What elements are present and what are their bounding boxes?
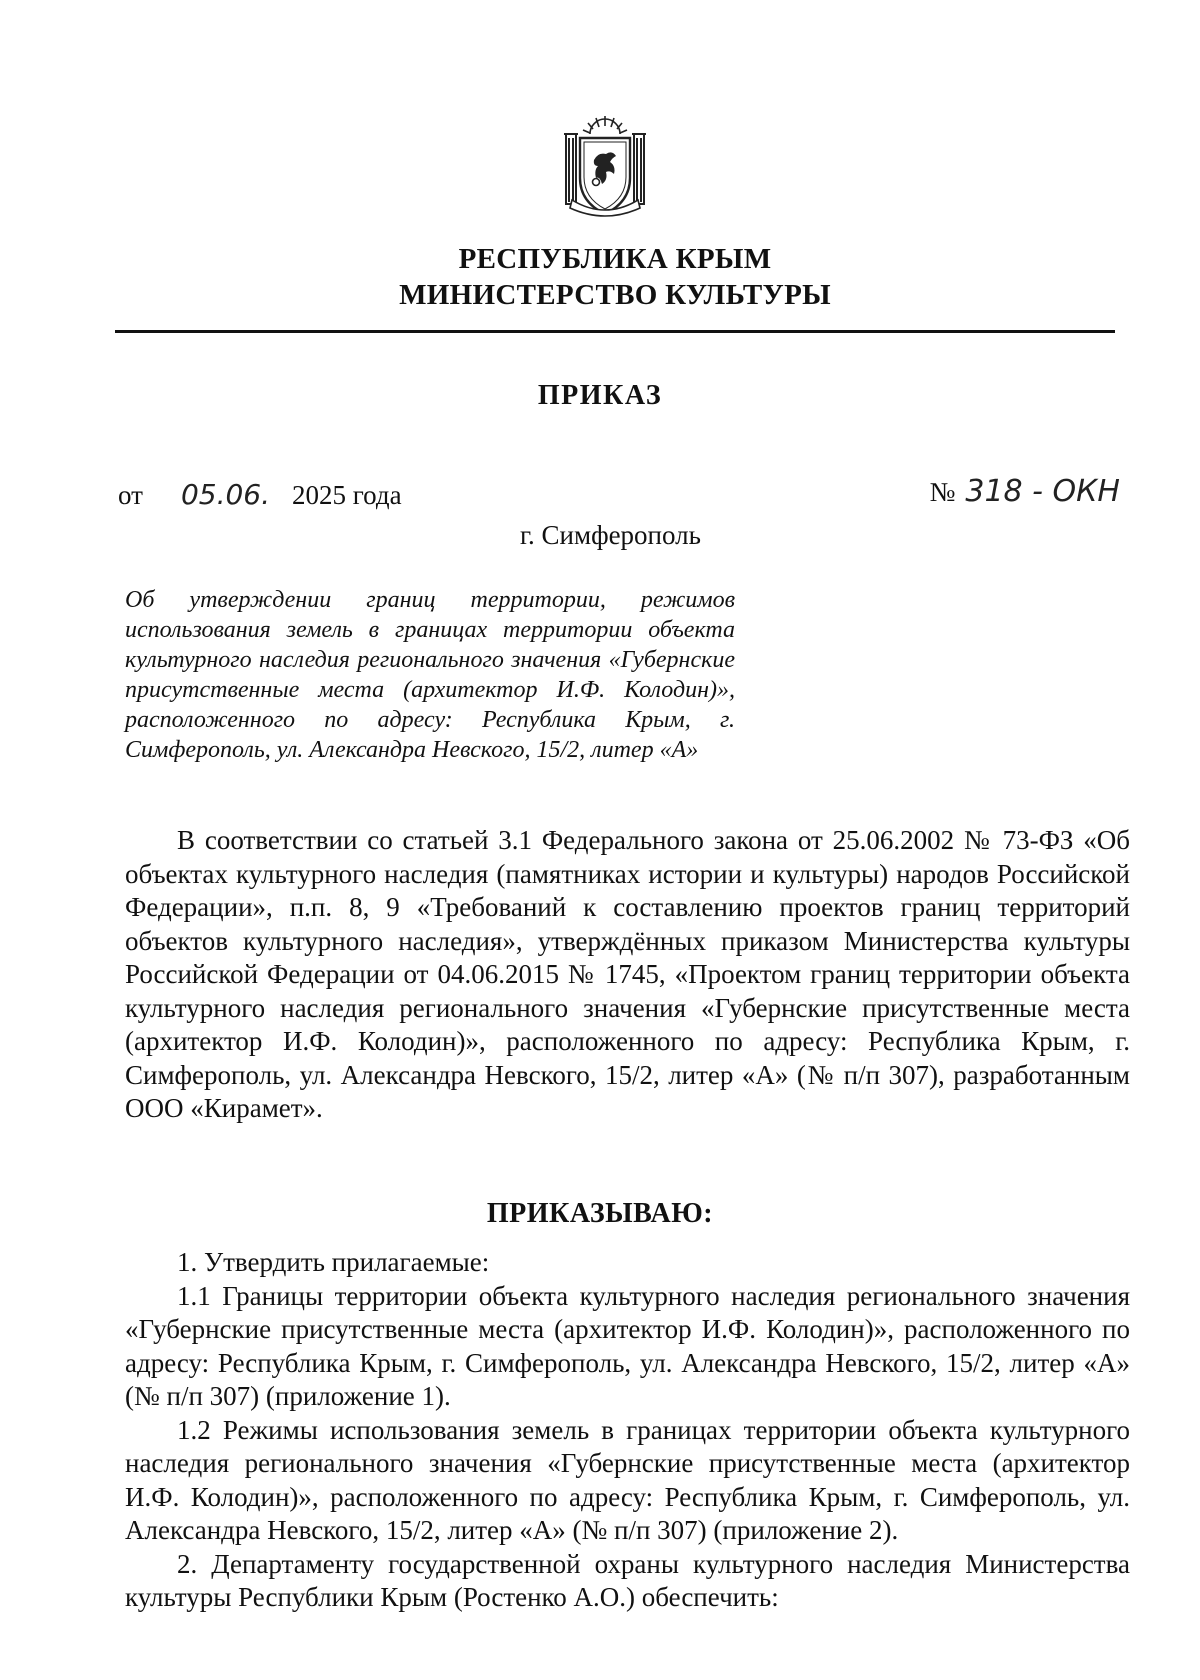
order-item: 2. Департаменту государственной охраны культурного наследия Министерства культуры Республики Крым (Ростенко А.О.) обеспечить: [125,1548,1130,1612]
date-year: 2025 года [292,480,402,510]
header-divider [115,330,1115,333]
republic-name: РЕСПУБЛИКА КРЫМ [458,243,772,275]
order-number [930,474,1120,509]
handwritten-date: 05.06. [180,478,271,511]
order-items [125,1246,1130,1615]
handwritten-number: 318 - ОКН [965,474,1120,509]
coat-of-arms-icon [560,112,650,222]
city-name: г. Симферополь [520,520,701,550]
order-subject: Об утверждении границ территории, режимов использования земель в границах территории объекта культурного наследия регионального значения «Губернские присутственные места (архитектор И.Ф. Колодин)», расположенного по адресу: Республика Крым, г. Симферополь, ул. Александра Невского, 15/2, литер «А» [125,587,735,763]
order-date [118,478,402,511]
decree-heading: ПРИКАЗЫВАЮ: [486,1198,714,1229]
date-prefix: от [118,480,143,510]
ministry-name: МИНИСТЕРСТВО КУЛЬТУРЫ [399,279,831,311]
preamble-paragraph: В соответствии со статьей 3.1 Федерального закона от 25.06.2002 № 73-ФЗ «Об объектах культурного наследия (памятниках истории и культуры) народов Российской Федерации», п.п. 8, 9 «Требований к составлению проектов границ территорий объектов культурного наследия», утверждённых приказом Министерства культуры Российской Федерации от 04.06.2015 № 1745, «Проектом границ территории объекта культурного наследия регионального значения «Губернские присутственные места (архитектор И.Ф. Колодин)», расположенного по адресу: Республика Крым, г. Симферополь, ул. Александра Невского, 15/2, литер «А» (№ п/п 307), разработанным ООО «Кирамет». [125,825,1130,1123]
number-prefix: № [929,477,956,507]
document-title: ПРИКАЗ [537,380,663,411]
order-item: 1.2 Режимы использования земель в границах территории объекта культурного наследия регионального значения «Губернские присутственные места (архитектор И.Ф. Колодин)», расположенного по адресу: Республика Крым, г. Симферополь, ул. Александра Невского, 15/2, литер «А» (№ п/п 307) (приложение 2). [125,1414,1130,1545]
order-item: 1. Утвердить прилагаемые: [177,1247,490,1277]
order-item: 1.1 Границы территории объекта культурного наследия регионального значения «Губернские присутственные места (архитектор И.Ф. Колодин)», расположенного по адресу: Республика Крым, г. Симферополь, ул. Александра Невского, 15/2, литер «А» (№ п/п 307) (приложение 1). [125,1280,1130,1411]
